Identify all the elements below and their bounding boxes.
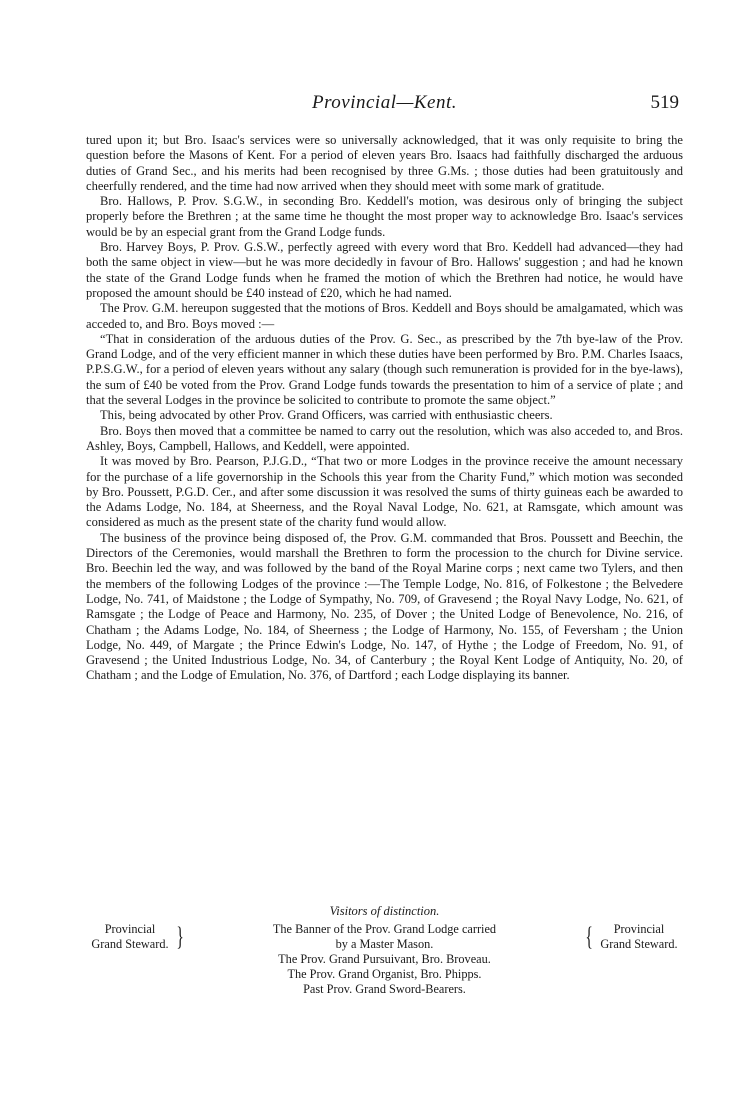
running-title: Provincial—Kent.	[311, 92, 458, 113]
right-steward-label	[595, 922, 683, 952]
procession-entry: The Prov. Grand Organist, Bro. Phipps.	[287, 967, 482, 981]
banner-entry	[186, 922, 583, 952]
banner-line: by a Master Mason.	[335, 937, 434, 951]
paragraph: The Prov. G.M. hereupon suggested that the motions of Bros. Keddell and Boys should be amalgamated, which was acceded to, and Bro. Boys moved :—	[86, 301, 683, 331]
running-head	[86, 92, 683, 116]
paragraph: Bro. Harvey Boys, P. Prov. G.S.W., perfectly agreed with every word that Bro. Keddell had advanced—they had both the same object in view—but he was more decidedly in favour of Bro. Hallows' suggestion ; and had he known the state of the Grand Lodge funds when he framed the motion of which the Brethren had notice, he would have proposed the amount should be £40 instead of £20, which he had named.	[86, 240, 683, 300]
paragraph: This, being advocated by other Prov. Grand Officers, was carried with enthusiastic cheers.	[100, 408, 553, 423]
paragraph: The business of the province being disposed of, the Prov. G.M. commanded that Bros. Poussett and Beechin, the Directors of the Ceremonies, would marshall the Brethren to form the procession to the church for Divine service. Bro. Beechin led the way, and was followed by the band of the Royal Marine corps ; next came two Tylers, and then the members of the following Lodges of the province :—The Temple Lodge, No. 816, of Folkestone ; the Belvedere Lodge, No. 741, of Maidstone ; the Lodge of Sympathy, No. 709, of Gravesend ; the Royal Navy Lodge, No. 621, of Ramsgate ; the Lodge of Peace and Harmony, No. 235, of Dover ; the United Lodge of Benevolence, No. 216, of Chatham ; the Adams Lodge, No. 184, of Sheerness ; the Lodge of Harmony, No. 155, of Feversham ; the Union Lodge, No. 449, of Margate ; the Prince Edwin's Lodge, No. 147, of Hythe ; the Lodge of Freedom, No. 91, of Gravesend ; the United Industrious Lodge, No. 34, of Canterbury ; the Royal Kent Lodge of Antiquity, No. 20, of Chatham ; and the Lodge of Emulation, No. 376, of Dartford ; each Lodge displaying its banner.	[86, 530, 683, 683]
procession-heading: Visitors of distinction.	[329, 904, 440, 918]
page-number: 519	[650, 92, 679, 113]
paragraph: tured upon it; but Bro. Isaac's services were so universally acknowledged, that it was only requisite to bring the question before the Masons of Kent. For a period of eleven years Bro. Isaacs had faithfully discharged the arduous duties of Grand Sec., and his merits had been recognised by three G.Ms. ; those duties had been gratuitously and cheerfully rendered, and the time had now arrived when they should meet with some mark of gratitude.	[86, 133, 683, 193]
paragraph: Bro. Boys then moved that a committee be named to carry out the resolution, which was also acceded to, and Bros. Ashley, Boys, Campbell, Hallows, and Keddell, were appointed.	[86, 423, 683, 453]
left-brace-glyph: {	[585, 922, 593, 951]
procession-tail	[86, 952, 683, 997]
right-steward-line: Grand Steward.	[600, 937, 678, 951]
procession-entry: The Prov. Grand Pursuivant, Bro. Broveau.	[278, 952, 491, 966]
procession-banner-row	[86, 922, 683, 952]
left-steward-line: Provincial	[104, 922, 156, 936]
left-steward-label	[86, 922, 174, 952]
resolution-quote: “That in consideration of the arduous duties of the Prov. G. Sec., as prescribed by the 7th bye-law of the Prov. Grand Lodge, and of the very efficient manner in which these duties have been performed by Bro. P.M. Charles Isaacs, P.P.S.G.W., for a period of eleven years without any salary (though such remuneration is provided for in the bye-laws), the sum of £40 be voted from the Prov. Grand Lodge funds towards the presentation to him of a service of plate ; and that the several Lodges in the province be solicited to contribute to promote the same object.”	[86, 331, 683, 408]
left-steward-line: Grand Steward.	[91, 937, 169, 951]
paragraph: Bro. Hallows, P. Prov. S.G.W., in seconding Bro. Keddell's motion, was desirous only of bringing the subject properly before the Brethren ; at the same time he thought the most proper way to acknowledge Bro. Isaac's services would be by an especial grant from the Grand Lodge funds.	[86, 194, 683, 239]
banner-line: The Banner of the Prov. Grand Lodge carried	[272, 922, 497, 936]
procession-entry: Past Prov. Grand Sword-Bearers.	[303, 982, 466, 996]
body-text	[86, 133, 683, 684]
paragraph: It was moved by Bro. Pearson, P.J.G.D., “That two or more Lodges in the province receive the amount necessary for the purchase of a life governorship in the Schools this year from the Charity Fund,” which motion was seconded by Bro. Poussett, P.G.D. Cer., and after some discussion it was resolved the sums of thirty guineas each be awarded to the Adams Lodge, No. 184, at Sheerness, and the Royal Naval Lodge, No. 621, at Ramsgate, which amount was considered as much as the present state of the charity fund would allow.	[86, 454, 683, 530]
right-brace-glyph: }	[176, 922, 184, 951]
right-steward-line: Provincial	[613, 922, 665, 936]
procession-list	[86, 922, 683, 997]
